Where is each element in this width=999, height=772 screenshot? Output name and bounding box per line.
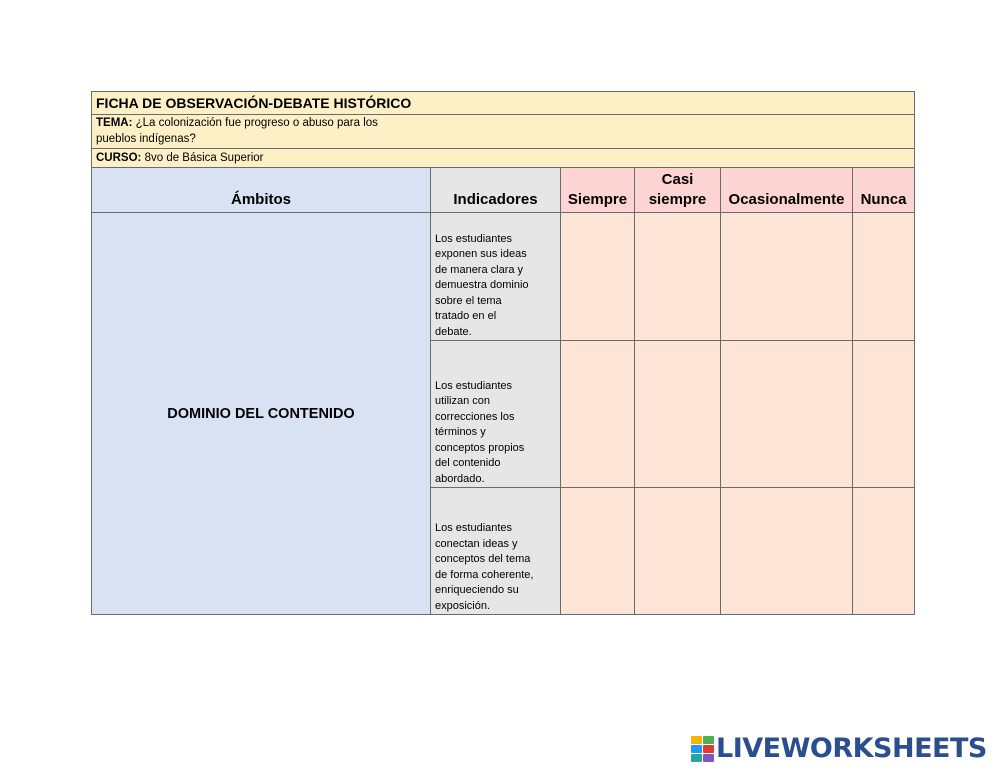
- liveworksheets-logo[interactable]: [691, 733, 987, 763]
- indicator-2: [431, 341, 561, 488]
- tema-value: ¿La colonización fue progreso o abuso para los pueblos indígenas?: [96, 117, 378, 145]
- cell-1-casi-siempre[interactable]: [635, 213, 721, 341]
- tema-label: TEMA:: [96, 117, 133, 129]
- tema-row: [92, 115, 915, 149]
- ambito-dominio: DOMINIO DEL CONTENIDO: [92, 213, 431, 615]
- header-nunca: Nunca: [853, 168, 915, 213]
- header-ambitos: Ámbitos: [92, 168, 431, 213]
- observation-sheet: [91, 91, 915, 615]
- cell-3-nunca[interactable]: [853, 488, 915, 615]
- header-casi-siempre: [635, 168, 721, 213]
- indicator-2-text: Los estudiantes utilizan con correcciones los términos y conceptos propios del contenido abordado.: [435, 379, 525, 485]
- header-ocasionalmente: Ocasionalmente: [721, 168, 853, 213]
- cell-2-casi-siempre[interactable]: [635, 341, 721, 488]
- sheet-title: FICHA DE OBSERVACIÓN-DEBATE HISTÓRICO: [92, 92, 915, 115]
- cell-2-nunca[interactable]: [853, 341, 915, 488]
- curso-label: CURSO:: [96, 152, 142, 164]
- indicator-3-text: Los estudiantes conectan ideas y conceptos del tema de forma coherente, enriqueciendo su exposición.: [435, 522, 534, 612]
- liveworksheets-logo-icon: [691, 736, 713, 760]
- cell-1-ocasionalmente[interactable]: [721, 213, 853, 341]
- logo-text: LIVEWORKSHEETS: [716, 732, 987, 764]
- curso-value: 8vo de Básica Superior: [144, 152, 264, 164]
- indicator-1-text: Los estudiantes exponen sus ideas de manera clara y demuestra dominio sobre el tema tratado en el debate.: [435, 232, 529, 338]
- cell-3-siempre[interactable]: [561, 488, 635, 615]
- header-casi-siempre-label: Casi siempre: [648, 171, 707, 208]
- header-indicadores: Indicadores: [431, 168, 561, 213]
- cell-1-siempre[interactable]: [561, 213, 635, 341]
- cell-2-siempre[interactable]: [561, 341, 635, 488]
- indicator-3: [431, 488, 561, 615]
- header-siempre: Siempre: [561, 168, 635, 213]
- indicator-1: [431, 213, 561, 341]
- cell-2-ocasionalmente[interactable]: [721, 341, 853, 488]
- cell-3-casi-siempre[interactable]: [635, 488, 721, 615]
- cell-1-nunca[interactable]: [853, 213, 915, 341]
- cell-3-ocasionalmente[interactable]: [721, 488, 853, 615]
- curso-row: [92, 149, 915, 168]
